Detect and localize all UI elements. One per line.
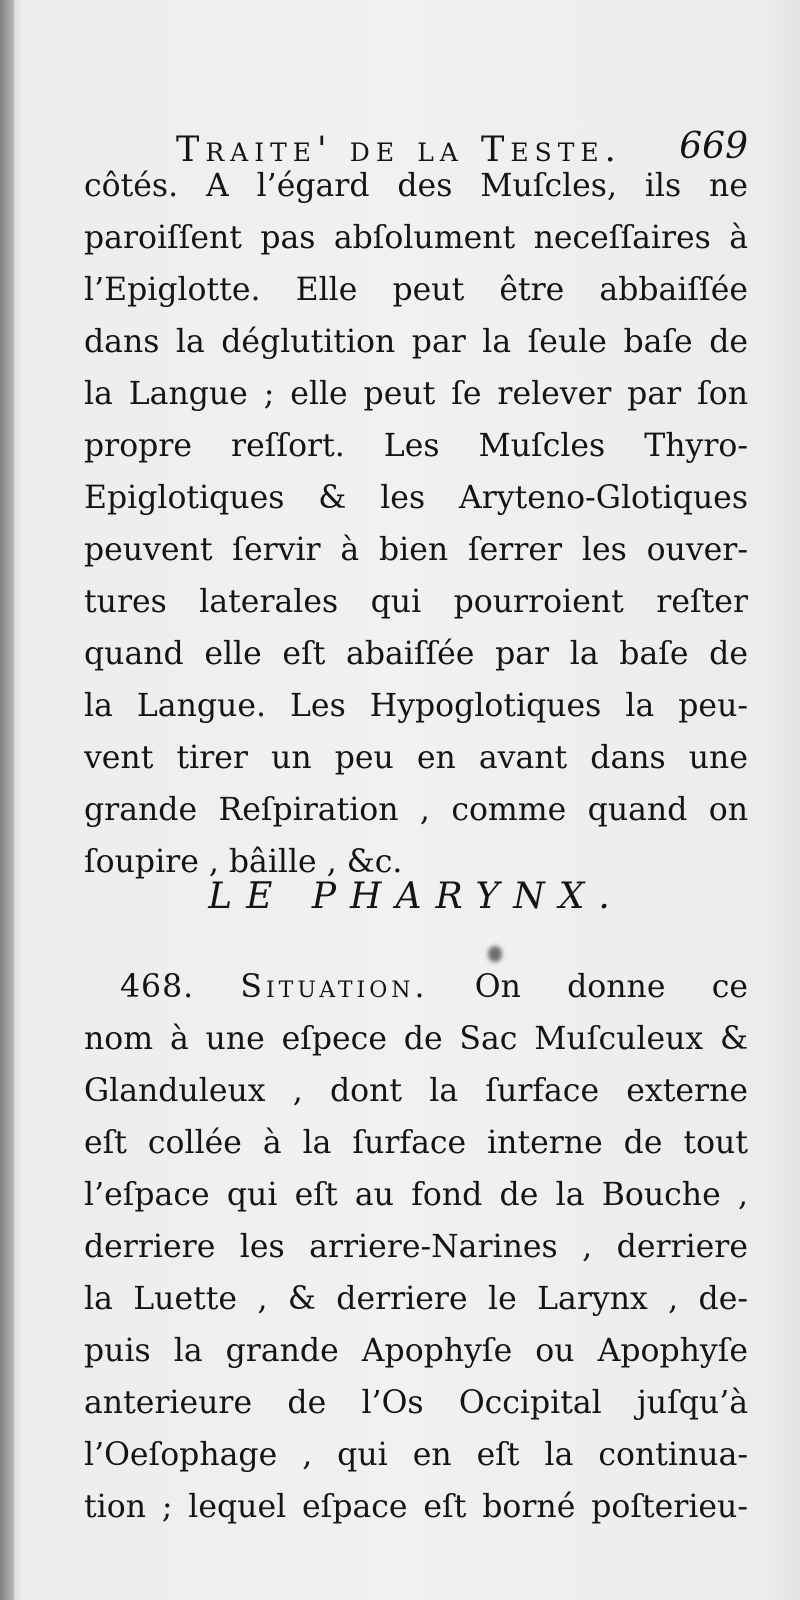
text-line: côtés. A l’égard des Muſcles, ils ne bbox=[84, 168, 748, 204]
text-line: ſoupire , bâille , &c. bbox=[84, 844, 403, 880]
text-line: la Langue ; elle peut ſe relever par ſon bbox=[84, 376, 748, 412]
text-line: la Luette , & derriere le Larynx , de- bbox=[84, 1281, 748, 1317]
paragraph-opening-line bbox=[84, 961, 748, 1013]
text-line: tion ; lequel eſpace eſt borné poſterieu- bbox=[84, 1489, 748, 1525]
text-line: puis la grande Apophyſe ou Apophyſe bbox=[84, 1333, 748, 1369]
text-line: nom à une eſpece de Sac Muſculeux & bbox=[84, 1021, 748, 1057]
text-line: grande Reſpiration , comme quand on bbox=[84, 792, 748, 828]
text-line: anterieure de l’Os Occipital juſqu’à bbox=[84, 1385, 748, 1421]
text-line: quand elle eſt abaiſſée par la baſe de bbox=[84, 636, 748, 672]
text-line: vent tirer un peu en avant dans une bbox=[84, 740, 748, 776]
ink-spot bbox=[488, 946, 502, 962]
text-line: paroiſſent pas abſolument neceſſaires à bbox=[84, 220, 748, 256]
text-line: derriere les arriere-Narines , derriere bbox=[84, 1229, 748, 1265]
paragraph-number: 468. bbox=[120, 969, 195, 1005]
text-line: l’Oeſophage , qui en eſt la continua- bbox=[84, 1437, 748, 1473]
running-title: Traite' de la Teste. bbox=[176, 130, 622, 170]
top-paragraph bbox=[84, 160, 748, 888]
text-line: dans la déglutition par la ſeule baſe de bbox=[84, 324, 748, 360]
page-number: 669 bbox=[679, 126, 748, 167]
text-line: peuvent ſervir à bien ſerrer les ouver- bbox=[84, 532, 748, 568]
binding-shadow bbox=[0, 0, 14, 1600]
text-line: la Langue. Les Hypoglotiques la peu- bbox=[84, 688, 748, 724]
text-line: l’eſpace qui eſt au fond de la Bouche , bbox=[84, 1177, 748, 1213]
paragraph-title: Situation. bbox=[240, 969, 429, 1005]
text-line: l’Epiglotte. Elle peut être abbaiſſée bbox=[84, 272, 748, 308]
text-line: propre reſſort. Les Muſcles Thyro- bbox=[84, 428, 748, 464]
paragraph-first-text: On donne ce bbox=[474, 969, 748, 1005]
text-line: tures laterales qui pourroient reſter bbox=[84, 584, 748, 620]
section-heading: LE PHARYNX. bbox=[208, 876, 624, 917]
section-paragraph bbox=[84, 961, 748, 1533]
text-line: Glanduleux , dont la ſurface externe bbox=[84, 1073, 748, 1109]
text-line: Epiglotiques & les Aryteno-Glotiques bbox=[84, 480, 748, 516]
text-line: eſt collée à la ſurface interne de tout bbox=[84, 1125, 748, 1161]
